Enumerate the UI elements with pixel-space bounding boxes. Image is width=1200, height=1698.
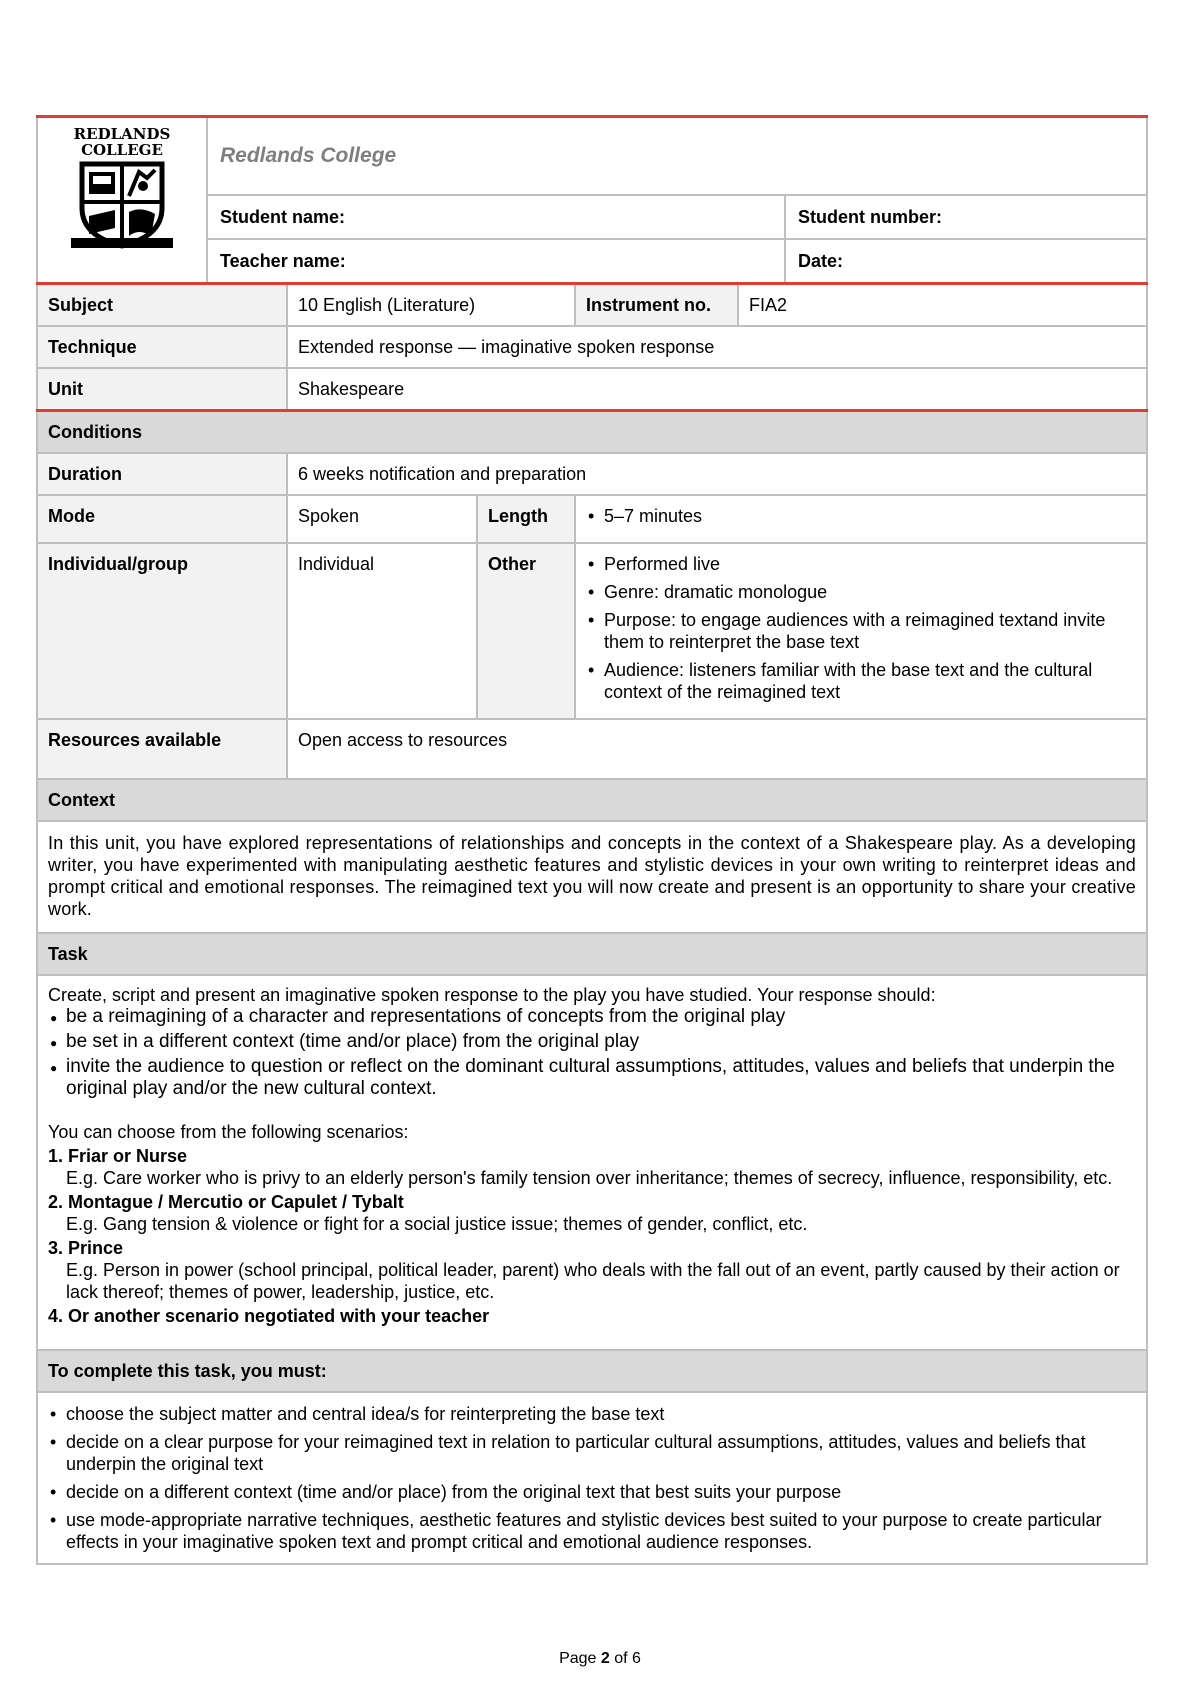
scenario-heading: 4. Or another scenario negotiated with your teacher: [48, 1306, 490, 1326]
instrument-value: FIA2: [738, 284, 1147, 327]
scenario-heading: 3. Prince: [48, 1238, 124, 1258]
complete-body: [37, 1392, 1147, 1564]
scenario-heading: 1. Friar or Nurse: [48, 1146, 188, 1166]
duration-value: 6 weeks notification and preparation: [287, 453, 1147, 495]
scenario-example: E.g. Care worker who is privy to an elderly person's family tension over inheritance; themes of secrecy, influence, responsibility, etc.: [66, 1168, 1113, 1188]
complete-item: • decide on a clear purpose for your reimagined text in relation to particular cultural assumptions, attitudes, values and beliefs that underpin the original text: [48, 1431, 1136, 1475]
subject-row: [37, 284, 1147, 327]
task-point: ● be set in a different context (time and/or place) from the original play: [48, 1031, 1136, 1053]
teacher-name-field: Teacher name:: [207, 239, 785, 283]
context-heading: Context: [37, 779, 1147, 821]
length-value: [575, 495, 1147, 543]
subject-label: Subject: [37, 284, 287, 327]
mode-value: Spoken: [287, 495, 477, 543]
student-number-field: Student number:: [785, 195, 1147, 239]
page-footer: [0, 1650, 1200, 1668]
other-item: • Genre: dramatic monologue: [586, 581, 1136, 603]
unit-row: [37, 368, 1147, 411]
group-row: [37, 543, 1147, 719]
complete-heading: To complete this task, you must:: [37, 1350, 1147, 1392]
date-field: Date:: [785, 239, 1147, 283]
other-value: [575, 543, 1147, 719]
scenarios-intro: You can choose from the following scenarios:: [48, 1122, 409, 1142]
page-suffix: of 6: [609, 1650, 641, 1667]
header-table: [36, 115, 1148, 284]
task-heading: Task: [37, 933, 1147, 975]
complete-item: • use mode-appropriate narrative techniques, aesthetic features and stylistic devices best suited to your purpose to create particular effects in your imaginative spoken text and prompt critical and emotional audience responses.: [48, 1509, 1136, 1553]
resources-value: Open access to resources: [287, 719, 1147, 779]
student-name-field: Student name:: [207, 195, 785, 239]
page-current: 2: [600, 1650, 610, 1667]
scenario-example: E.g. Gang tension & violence or fight for a social justice issue; themes of gender, conflict, etc.: [66, 1214, 808, 1234]
group-label: Individual/group: [37, 543, 287, 719]
subject-value: 10 English (Literature): [287, 284, 575, 327]
technique-label: Technique: [37, 326, 287, 368]
conditions-heading: Conditions: [37, 411, 1147, 454]
duration-label: Duration: [37, 453, 287, 495]
task-body: [37, 975, 1147, 1350]
length-item: • 5–7 minutes: [586, 505, 1136, 527]
college-logo: [42, 126, 202, 255]
crest-icon: [67, 158, 177, 250]
instrument-label: Instrument no.: [575, 284, 738, 327]
length-label: Length: [477, 495, 575, 543]
other-item: • Purpose: to engage audiences with a reimagined textand invite them to reinterpret the base text: [586, 609, 1136, 653]
task-point: ● be a reimagining of a character and representations of concepts from the original play: [48, 1006, 1136, 1028]
other-item: • Performed live: [586, 553, 1136, 575]
other-item: • Audience: listeners familiar with the base text and the cultural context of the reimagined text: [586, 659, 1136, 703]
group-value: Individual: [287, 543, 477, 719]
technique-row: [37, 326, 1147, 368]
scenario-example: E.g. Person in power (school principal, political leader, parent) who deals with the fall out of an event, partly caused by their action or lack thereof; themes of power, leadership, justice, etc.: [66, 1260, 1120, 1302]
assessment-page: [36, 115, 1148, 1565]
logo-text: REDLANDS COLLEGE: [73, 125, 171, 159]
context-text: In this unit, you have explored representations of relationships and concepts in the context of a Shakespeare play. As a developing writer, you have experimented with manipulating aesthetic features and stylistic devices in your own writing to reinterpret ideas and prompt critical and emotional responses. The reimagined text you will now create and present is an opportunity to share your creative work.: [37, 821, 1147, 933]
unit-label: Unit: [37, 368, 287, 411]
assessment-table: [36, 282, 1148, 1565]
task-point: ● invite the audience to question or reflect on the dominant cultural assumptions, attitudes, values and beliefs that underpin the original play and/or the new cultural context.: [48, 1056, 1136, 1100]
page-prefix: Page: [559, 1650, 601, 1667]
complete-item: • choose the subject matter and central idea/s for reinterpreting the base text: [48, 1403, 1136, 1425]
other-label: Other: [477, 543, 575, 719]
logo-cell: [37, 117, 207, 284]
task-intro: Create, script and present an imaginative spoken response to the play you have studied. Your response should:: [48, 985, 936, 1005]
mode-row: [37, 495, 1147, 543]
task-points: [48, 1006, 1136, 1100]
school-name: Redlands College: [207, 117, 1147, 196]
resources-row: [37, 719, 1147, 779]
mode-label: Mode: [37, 495, 287, 543]
unit-value: Shakespeare: [287, 368, 1147, 411]
complete-item: • decide on a different context (time and/or place) from the original text that best suits your purpose: [48, 1481, 1136, 1503]
technique-value: Extended response — imaginative spoken response: [287, 326, 1147, 368]
scenario-heading: 2. Montague / Mercutio or Capulet / Tybalt: [48, 1192, 404, 1212]
duration-row: [37, 453, 1147, 495]
resources-label: Resources available: [37, 719, 287, 779]
